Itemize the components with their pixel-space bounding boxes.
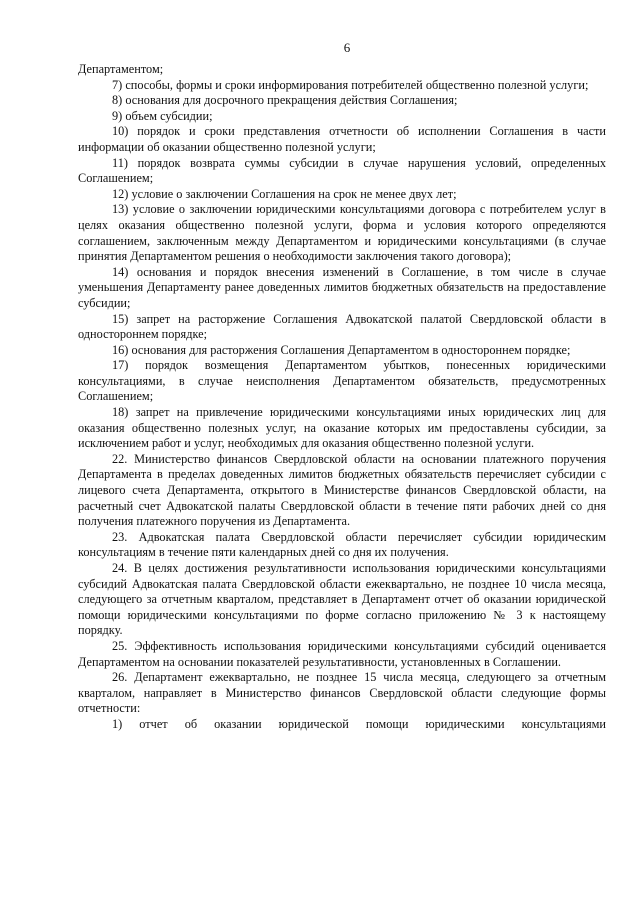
document-body — [78, 62, 606, 733]
paragraph-item-16: 16) основания для расторжения Соглашения Департаментом в одностороннем порядке; — [112, 342, 571, 357]
paragraph-clause-25: 25. Эффективность использования юридическими консультациями субсидий оценивается Департаментом на основании показателей результативности, установленных в Соглашении. — [78, 638, 606, 669]
paragraph-item-9: 9) объем субсидии; — [112, 108, 213, 123]
paragraph-item-7: 7) способы, формы и сроки информирования потребителей общественно полезной услуги; — [112, 77, 589, 92]
paragraph-subitem-1: 1) отчет об оказании юридической помощи юридическими консультациями — [112, 716, 606, 731]
paragraph-clause-22: 22. Министерство финансов Свердловской области на основании платежного поручения Департамента в пределах доведенных лимитов бюджетных обязательств перечисляет субсидии с лицевого счета Департамента, открытого в Министерстве финансов Свердловской области, на расчетный счет Адвокатской палаты Свердловской области в течение пяти рабочих дней со дня получения платежного поручения из Департамента. — [78, 451, 606, 529]
paragraph-item-8: 8) основания для досрочного прекращения действия Соглашения; — [112, 93, 458, 108]
paragraph-item-12: 12) условие о заключении Соглашения на срок не менее двух лет; — [112, 186, 457, 201]
paragraph-item-14: 14) основания и порядок внесения изменений в Соглашение, в том числе в случае уменьшения Департаменту ранее доведенных лимитов бюджетных обязательств на предоставление субсидии; — [78, 264, 606, 310]
paragraph-item-11: 11) порядок возврата суммы субсидии в случае нарушения условий, определенных Соглашением; — [78, 155, 606, 186]
paragraph-clause-26: 26. Департамент ежеквартально, не позднее 15 числа месяца, следующего за отчетным кварталом, направляет в Министерство финансов Свердловской области следующие формы отчетности: — [78, 670, 606, 716]
page-number: 6 — [343, 40, 351, 55]
paragraph-item-15: 15) запрет на расторжение Соглашения Адвокатской палатой Свердловской области в одностороннем порядке; — [78, 311, 606, 342]
paragraph-item-13: 13) условие о заключении юридическими консультациями договора с потребителем услуг в целях оказания общественно полезной услуги, форма и условия которого определяются соглашением, заключенным между Департаментом и юридическими консультациями (в случае принятия Департаментом решения о необходимости заключения такого договора); — [78, 202, 606, 264]
paragraph-item-18: 18) запрет на привлечение юридическими консультациями иных юридических лиц для оказания общественно полезных услуг, на оказание которых им предоставлены субсидии, за исключением работ и услуг, необходимых для оказания общественно полезной услуги. — [78, 405, 606, 451]
paragraph-continuation: Департаментом; — [78, 62, 164, 76]
paragraph-item-17: 17) порядок возмещения Департаментом убытков, понесенных юридическими консультациями, в случае неисполнения Департаментом обязательств, предусмотренных Соглашением; — [78, 358, 606, 404]
paragraph-item-10: 10) порядок и сроки представления отчетности об исполнении Соглашения в части информации об оказании общественно полезной услуги; — [78, 124, 606, 154]
paragraph-clause-23: 23. Адвокатская палата Свердловской области перечисляет субсидии юридическим консультациям в течение пяти календарных дней со дня их получения. — [78, 529, 606, 560]
paragraph-clause-24: 24. В целях достижения результативности использования юридическими консультациями субсидий Адвокатская палата Свердловской области ежеквартально, не позднее 10 числа месяца, следующего за отчетным кварталом, представляет в Департамент отчет об оказании юридической помощи юридическими консультациями по форме согласно приложению № 3 к настоящему порядку. — [78, 561, 606, 638]
